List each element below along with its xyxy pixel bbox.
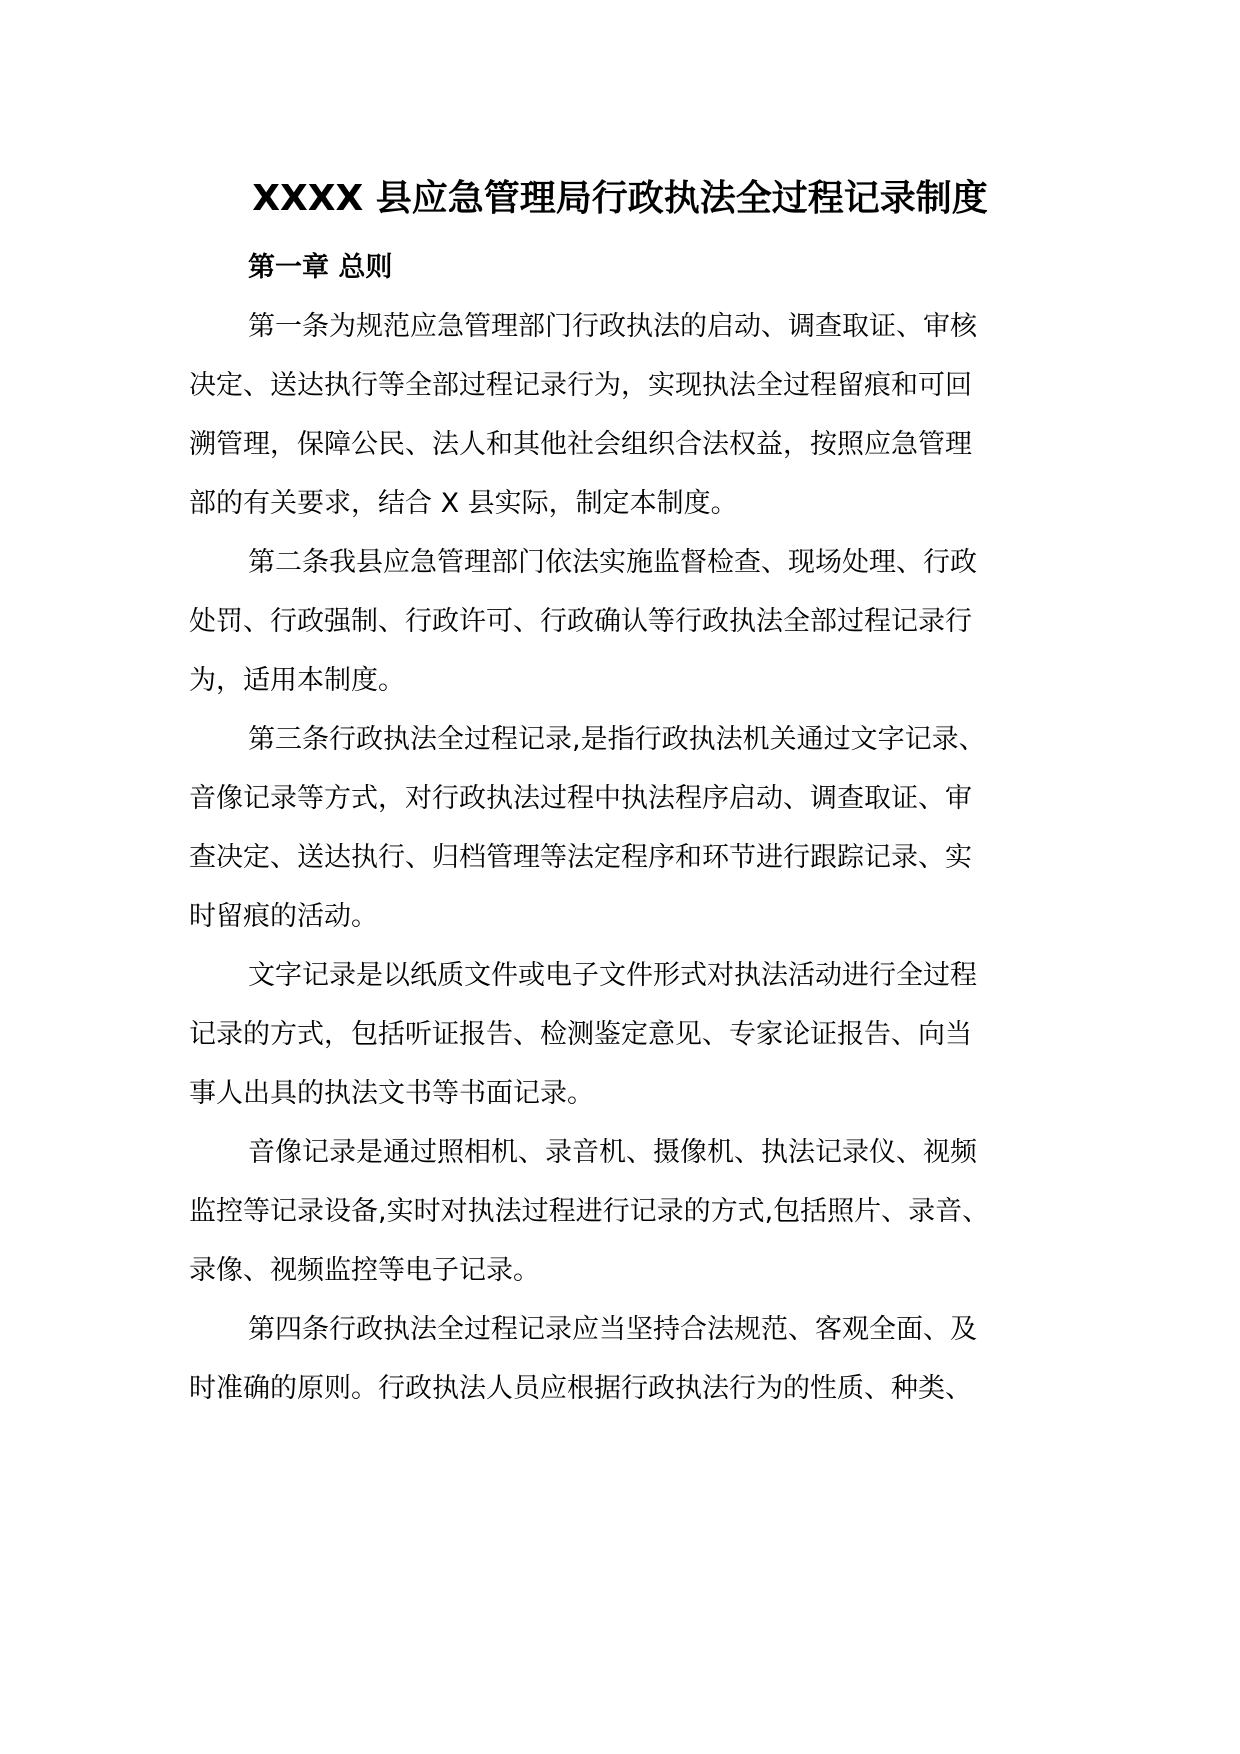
paragraph-line: 决定、送达执行等全部过程记录行为，实现执法全过程留痕和可回 [189, 370, 972, 401]
paragraph-line: 时准确的原则。行政执法人员应根据行政执法行为的性质、种类、 [189, 1373, 972, 1404]
paragraph-line: 第四条行政执法全过程记录应当坚持合法规范、客观全面、及 [248, 1314, 977, 1345]
paragraph-line: 记录的方式，包括听证报告、检测鉴定意见、专家论证报告、向当 [189, 1019, 972, 1050]
paragraph-line: 第一条为规范应急管理部门行政执法的启动、调查取证、审核 [248, 311, 977, 342]
paragraph-line: 文字记录是以纸质文件或电子文件形式对执法活动进行全过程 [248, 960, 977, 991]
paragraph-line: 溯管理，保障公民、法人和其他社会组织合法权益，按照应急管理 [189, 429, 972, 460]
paragraph-line: 处罚、行政强制、行政许可、行政确认等行政执法全部过程记录行 [189, 606, 972, 637]
chapter-heading: 第一章 总则 [248, 252, 393, 283]
paragraph-line: 第二条我县应急管理部门依法实施监督检查、现场处理、行政 [248, 547, 977, 578]
paragraph-line: 为，适用本制度。 [189, 665, 405, 696]
document-title: XXXX 县应急管理局行政执法全过程记录制度 [252, 178, 988, 219]
paragraph-line: 时留痕的活动。 [189, 901, 378, 932]
paragraph-line: 录像、视频监控等电子记录。 [189, 1255, 540, 1286]
paragraph-line: 音像记录是通过照相机、录音机、摄像机、执法记录仪、视频 [248, 1137, 977, 1168]
paragraph-line: 监控等记录设备,实时对执法过程进行记录的方式,包括照片、录音、 [189, 1196, 990, 1227]
paragraph-line: 查决定、送达执行、归档管理等法定程序和环节进行跟踪记录、实 [189, 842, 972, 873]
paragraph-line: 部的有关要求，结合 X 县实际，制定本制度。 [189, 488, 738, 519]
paragraph-line: 事人出具的执法文书等书面记录。 [189, 1078, 594, 1109]
paragraph-line: 第三条行政执法全过程记录,是指行政执法机关通过文字记录、 [248, 724, 986, 755]
paragraph-line: 音像记录等方式，对行政执法过程中执法程序启动、调查取证、审 [189, 783, 972, 814]
